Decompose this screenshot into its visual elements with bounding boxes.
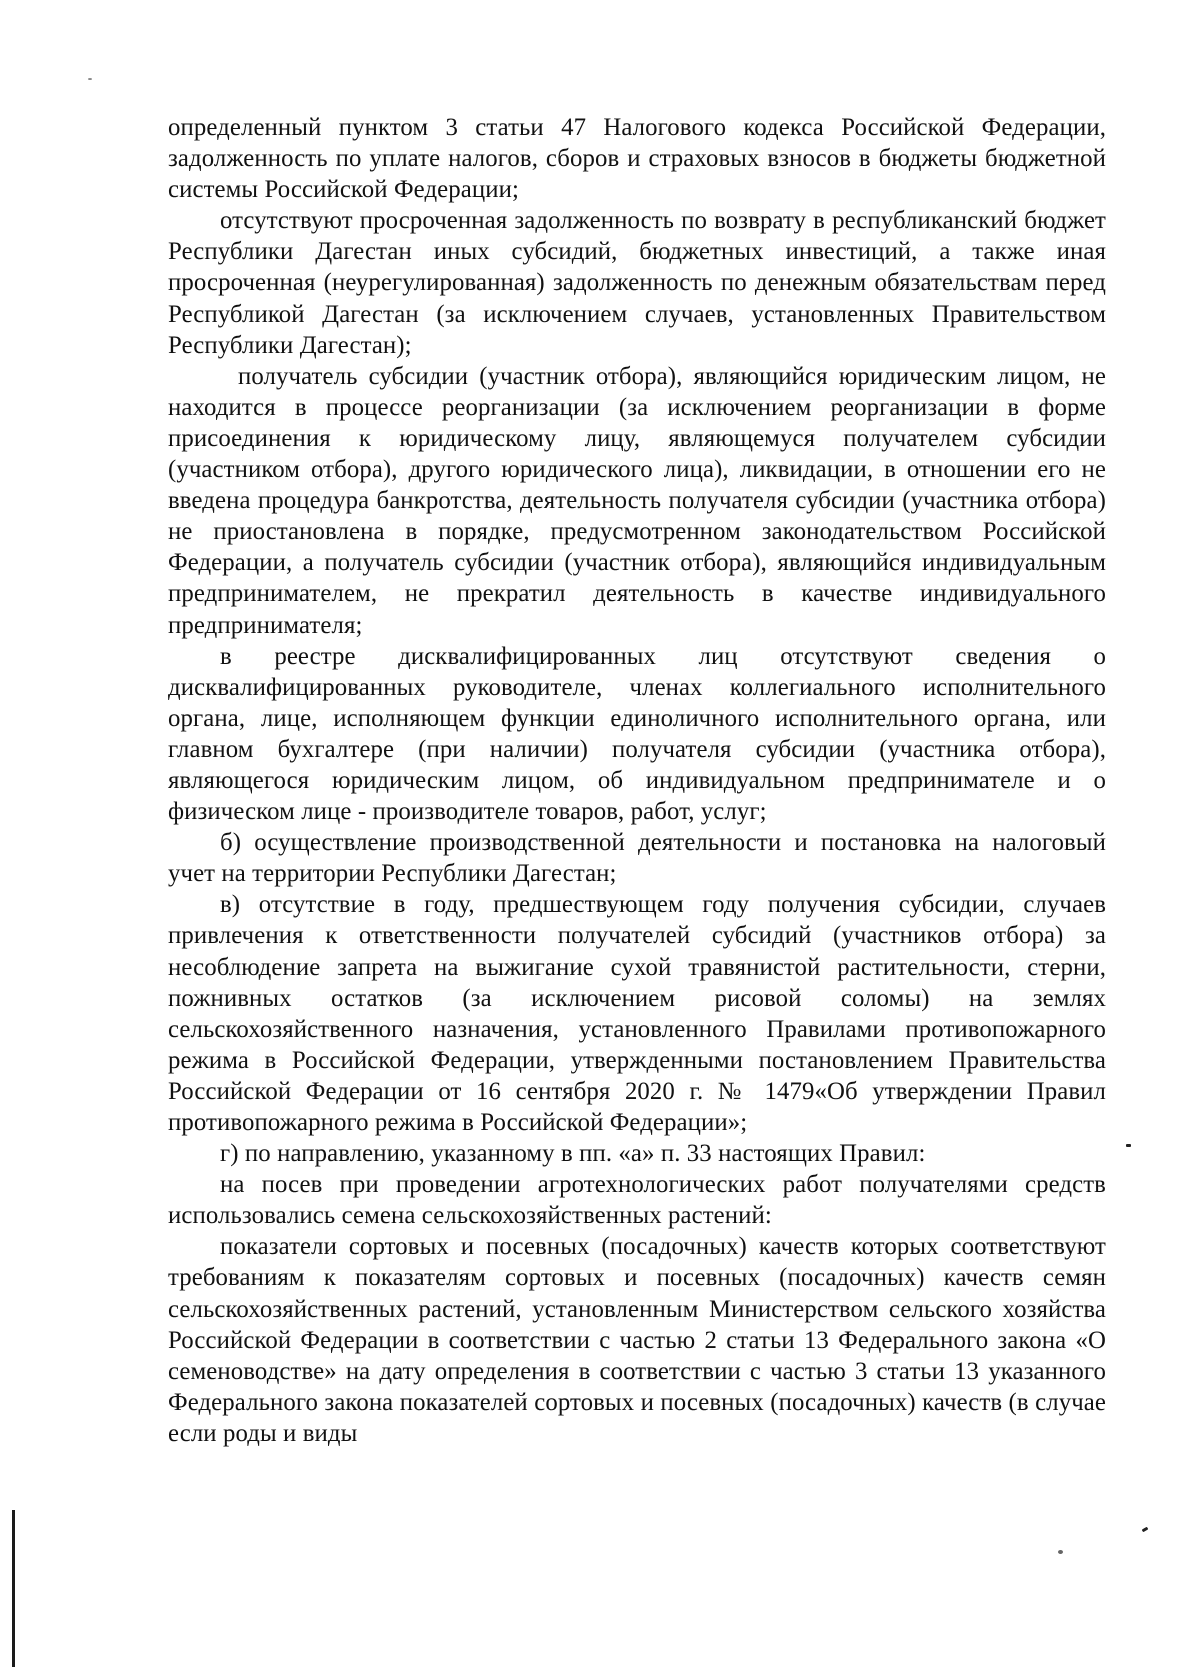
paragraph-seed-quality: показатели сортовых и посевных (посадочных) качеств которых соответствуют требованиям к показателям сортовых и посевных (посадочных) качеств семян сельскохозяйственных растений, установленным Министерством сельского хозяйства Российской Федерации в соответствии с частью 2 статьи 13 Федерального закона «О семеноводстве» на дату определения в соответствии с частью 3 статьи 13 указанного Федерального закона показателей сортовых и посевных (посадочных) качеств (в случае если роды и виды <box>168 1233 1106 1447</box>
scan-speck <box>1058 1550 1063 1554</box>
scan-mark <box>1142 1527 1149 1533</box>
paragraph-reorganization: получатель субсидии (участник отбора), являющийся юридическим лицом, не находится в процессе реорганизации (за исключением реорганизации в форме присоединения к юридическому лицу, являющемуся получателем субсидии (участником отбора), другого юридического лица), ликвидации, в отношении его не введена процедура банкротства, деятельность получателя субсидии (участника отбора) не приостановлена в порядке, предусмотренном законодательством Российской Федерации, а получатель субсидии (участник отбора), являющийся индивидуальным предпринимателем, не прекратил деятельность в качестве индивидуального предпринимателя; <box>168 362 1106 639</box>
paragraph-tax-debt: определенный пунктом 3 статьи 47 Налогового кодекса Российской Федерации, задолженность по уплате налогов, сборов и страховых взносов в бюджеты бюджетной системы Российской Федерации; <box>168 114 1106 204</box>
paragraph-overdue-debt: отсутствуют просроченная задолженность по возврату в республиканский бюджет Республики Дагестан иных субсидий, бюджетных инвестиций, а также иная просроченная (неурегулированная) задолженность по денежным обязательствам перед Республикой Дагестан (за исключением случаев, установленных Правительством Республики Дагестан); <box>168 207 1106 359</box>
scan-mark <box>1126 1144 1131 1147</box>
paragraph-item-b: б) осуществление производственной деятельности и постановка на налоговый учет на территории Республики Дагестан; <box>168 829 1106 888</box>
scan-speck <box>88 78 92 80</box>
paragraph-item-v: в) отсутствие в году, предшествующем году получения субсидии, случаев привлечения к ответственности получателей субсидий (участников отбора) за несоблюдение запрета на выжигание сухой травянистой растительности, стерни, пожнивных остатков (за исключением рисовой соломы) на землях сельскохозяйственного назначения, установленного Правилами противопожарного режима в Российской Федерации, утвержденными постановлением Правительства Российской Федерации от 16 сентября 2020 г. № 1479«Об утверждении Правил противопожарного режима в Российской Федерации»; <box>168 891 1106 1136</box>
paragraph-item-g: г) по направлению, указанному в пп. «а» п. 33 настоящих Правил: <box>220 1140 926 1168</box>
paragraph-seeds-used: на посев при проведении агротехнологических работ получателями средств использовались семена сельскохозяйственных растений: <box>168 1171 1106 1230</box>
paragraph-disqualified-registry: в реестре дисквалифицированных лиц отсутствуют сведения о дисквалифицированных руководителе, членах коллегиального исполнительного органа, лице, исполняющем функции единоличного исполнительного органа, или главном бухгалтере (при наличии) получателя субсидии (участника отбора), являющегося юридическим лицом, об индивидуальном предпринимателе и о физическом лице - производителе товаров, работ, услуг; <box>168 642 1106 826</box>
document-body <box>168 112 1106 1449</box>
scan-left-edge <box>12 1510 15 1667</box>
